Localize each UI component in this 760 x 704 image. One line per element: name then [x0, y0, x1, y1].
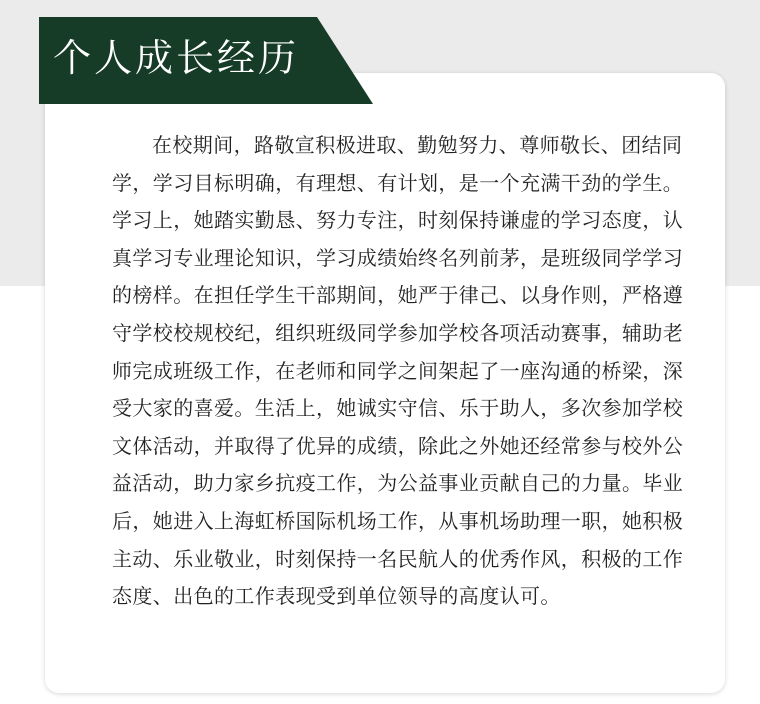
biography-paragraph: 在校期间，路敬宣积极进取、勤勉努力、尊师敬长、团结同 学，学习目标明确，有理想、有计划，是一个充满干劲的学生。 学习上，她踏实勤恳、努力专注，时刻保持谦虚的学习态度，认 真学习专业理论知识，学习成绩始终名列前茅，是班级同学学习 的榜样。在担任学生干部期间，她严于律己、以身作则，严格遵 守学校校规校纪，组织班级同学参加学校各项活动赛事，辅助老 师完成班级工作，在老师和同学之间架起了一座沟通的桥梁，深 受大家的喜爱。生活上，她诚实守信、乐于助人，多次参加学校 文体活动，并取得了优异的成绩，除此之外她还经常参与校外公 益活动，助力家乡抗疫工作，为公益事业贡献自己的力量。毕业 后，她进入上海虹桥国际机场工作，从事机场助理一职，她积极 主动、乐业敬业，时刻保持一名民航人的优秀作风，积极的工作 态度、出色的工作表现受到单位领导的高度认可。	[112, 133, 684, 609]
section-title: 个人成长经历	[53, 36, 300, 80]
